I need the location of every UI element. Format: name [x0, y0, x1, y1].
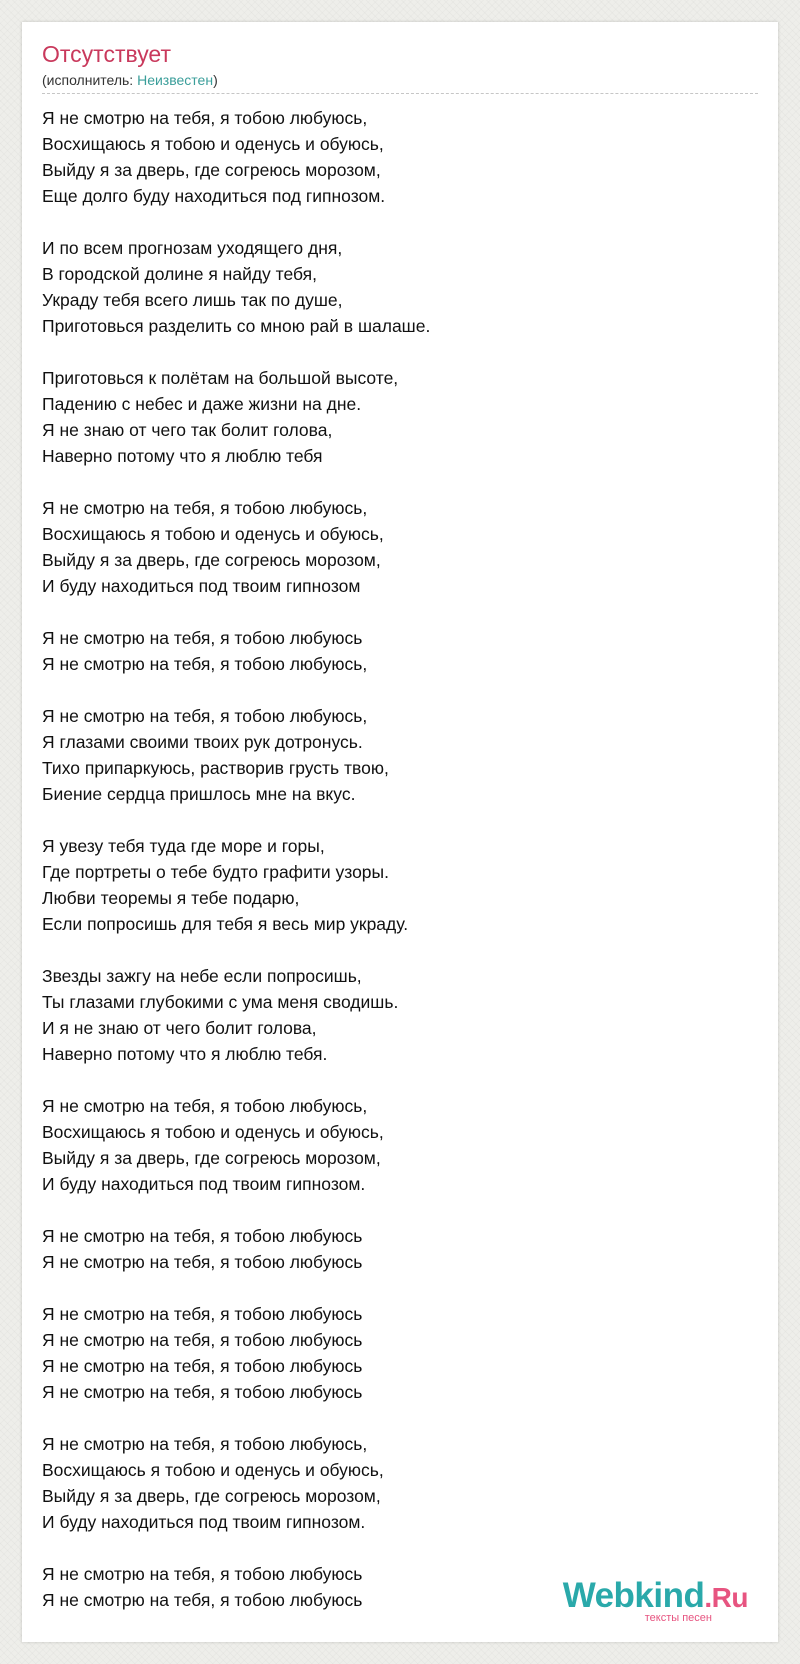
lyric-line: Я не смотрю на тебя, я тобою любуюсь — [42, 628, 363, 648]
lyric-line: Я не знаю от чего так болит голова, — [42, 420, 333, 440]
lyric-line: Наверно потому что я люблю тебя — [42, 446, 323, 466]
lyric-line: Приготовься к полётам на большой высоте, — [42, 368, 399, 388]
lyric-line: Восхищаюсь я тобою и оденусь и обуюсь, — [42, 134, 384, 154]
song-title: Отсутствует — [42, 41, 171, 67]
artist-line — [42, 73, 218, 87]
lyric-line: И буду находиться под твоим гипнозом. — [42, 1512, 366, 1532]
lyric-line: Я не смотрю на тебя, я тобою любуюсь — [42, 1226, 363, 1246]
lyric-line: Приготовься разделить со мною рай в шалаше. — [42, 316, 431, 336]
lyric-line: И я не знаю от чего болит голова, — [42, 1018, 317, 1038]
lyric-line: Если попросишь для тебя я весь мир украду. — [42, 914, 409, 934]
lyric-line: Я не смотрю на тебя, я тобою любуюсь, — [42, 498, 368, 518]
lyrics-stanza — [42, 703, 742, 807]
lyric-line: Ты глазами глубокими с ума меня сводишь. — [42, 992, 399, 1012]
lyrics-stanza — [42, 1431, 742, 1535]
lyrics-stanza — [42, 963, 742, 1067]
artist-suffix: ) — [213, 72, 218, 88]
lyric-line: Выйду я за дверь, где согреюсь морозом, — [42, 1148, 381, 1168]
lyrics-stanza — [42, 625, 742, 677]
lyric-line: Любви теоремы я тебе подарю, — [42, 888, 300, 908]
lyric-line: Наверно потому что я люблю тебя. — [42, 1044, 328, 1064]
lyric-line: Я не смотрю на тебя, я тобою любуюсь — [42, 1590, 363, 1610]
lyric-line: И по всем прогнозам уходящего дня, — [42, 238, 343, 258]
lyric-line: Я не смотрю на тебя, я тобою любуюсь — [42, 1330, 363, 1350]
lyric-line: Я не смотрю на тебя, я тобою любуюсь — [42, 1304, 363, 1324]
lyric-line: Я не смотрю на тебя, я тобою любуюсь — [42, 1252, 363, 1272]
lyrics-body — [42, 105, 742, 1639]
lyric-line: Выйду я за дверь, где согреюсь морозом, — [42, 160, 381, 180]
logo-tld: .Ru — [704, 1582, 748, 1613]
lyric-line: И буду находиться под твоим гипнозом — [42, 576, 361, 596]
lyric-line: Я не смотрю на тебя, я тобою любуюсь, — [42, 1434, 368, 1454]
artist-prefix: (исполнитель: — [42, 72, 138, 88]
lyrics-card — [22, 22, 778, 1642]
lyrics-stanza — [42, 495, 742, 599]
lyric-line: Я не смотрю на тебя, я тобою любуюсь, — [42, 108, 368, 128]
logo-tagline: тексты песен — [644, 1612, 712, 1624]
lyric-line: Я не смотрю на тебя, я тобою любуюсь, — [42, 1096, 368, 1116]
lyrics-stanza — [42, 365, 742, 469]
lyric-line: Я не смотрю на тебя, я тобою любуюсь, — [42, 654, 368, 674]
lyric-line: Я увезу тебя туда где море и горы, — [42, 836, 325, 856]
lyrics-stanza — [42, 1093, 742, 1197]
lyric-line: Украду тебя всего лишь так по душе, — [42, 290, 343, 310]
lyric-line: Выйду я за дверь, где согреюсь морозом, — [42, 1486, 381, 1506]
lyric-line: Тихо припаркуюсь, растворив грусть твою, — [42, 758, 389, 778]
lyric-line: И буду находиться под твоим гипнозом. — [42, 1174, 366, 1194]
logo-word: Webkind — [562, 1576, 705, 1615]
lyric-line: Я не смотрю на тебя, я тобою любуюсь — [42, 1382, 363, 1402]
lyric-line: Падению с небес и даже жизни на дне. — [42, 394, 362, 414]
lyric-line: Восхищаюсь я тобою и оденусь и обуюсь, — [42, 1460, 384, 1480]
lyrics-stanza — [42, 1223, 742, 1275]
lyrics-stanza — [42, 1301, 742, 1405]
lyric-line: Восхищаюсь я тобою и оденусь и обуюсь, — [42, 524, 384, 544]
lyrics-stanza — [42, 833, 742, 937]
lyric-line: Звезды зажгу на небе если попросишь, — [42, 966, 362, 986]
lyric-line: Я не смотрю на тебя, я тобою любуюсь — [42, 1356, 363, 1376]
artist-link[interactable]: Неизвестен — [137, 72, 214, 88]
lyric-line: Еще долго буду находиться под гипнозом. — [42, 186, 386, 206]
lyric-line: Где портреты о тебе будто графити узоры. — [42, 862, 389, 882]
title-divider — [42, 93, 758, 94]
lyric-line: Я не смотрю на тебя, я тобою любуюсь — [42, 1564, 363, 1584]
lyric-line: Восхищаюсь я тобою и оденусь и обуюсь, — [42, 1122, 384, 1142]
webkind-logo[interactable] — [538, 1578, 748, 1628]
lyric-line: Биение сердца пришлось мне на вкус. — [42, 784, 356, 804]
lyric-line: Я глазами своими твоих рук дотронусь. — [42, 732, 363, 752]
lyric-line: Я не смотрю на тебя, я тобою любуюсь, — [42, 706, 368, 726]
lyrics-stanza — [42, 105, 742, 209]
lyric-line: В городской долине я найду тебя, — [42, 264, 318, 284]
lyric-line: Выйду я за дверь, где согреюсь морозом, — [42, 550, 381, 570]
logo-wordmark — [563, 1578, 748, 1613]
lyrics-stanza — [42, 235, 742, 339]
